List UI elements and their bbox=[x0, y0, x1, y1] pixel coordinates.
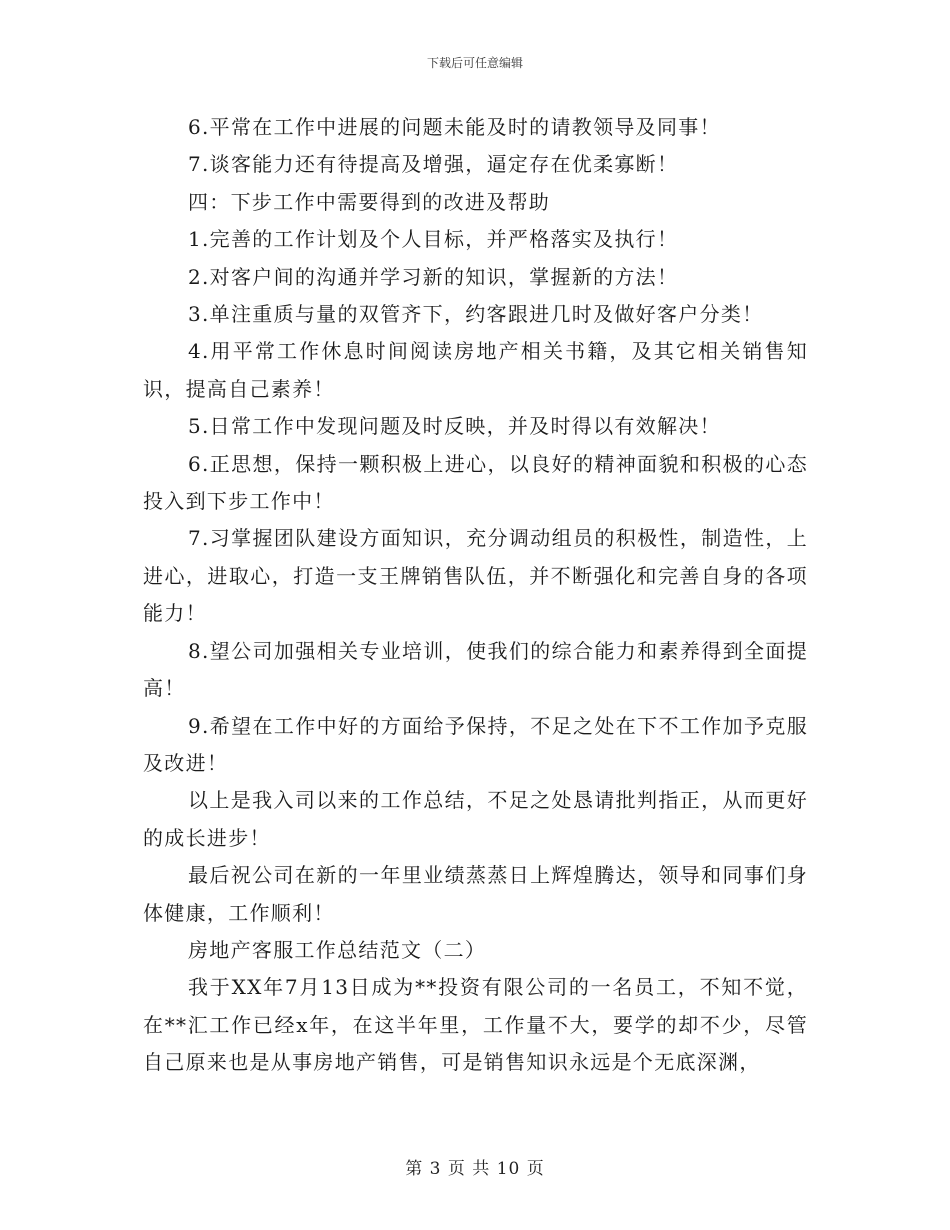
paragraph-7-issue: 7.谈客能力还有待提高及增强，逼定存在优柔寡断！ bbox=[188, 152, 679, 177]
paragraph-closing-wishes: 最后祝公司在新的一年里业绩蒸蒸日上辉煌腾达，领导和同事们身体健康，工作顺利！ bbox=[143, 863, 808, 925]
paragraph-6-issue: 6.平常在工作中进展的问题未能及时的请教领导及同事！ bbox=[188, 115, 721, 139]
paragraph-improvement-6: 6.正思想，保持一颗积极上进心，以良好的精神面貌和积极的心态投入到下步工作中！ bbox=[143, 451, 808, 514]
paragraph-improvement-9: 9.希望在工作中好的方面给予保持，不足之处在下不工作加予克服及改进！ bbox=[143, 713, 808, 775]
page-header: 下载后可任意编辑 bbox=[426, 56, 523, 70]
paragraph-improvement-3: 3.单注重质与量的双管齐下，约客跟进几时及做好客户分类！ bbox=[188, 302, 764, 327]
paragraph-improvement-5: 5.日常工作中发现问题及时反映，并及时得以有效解决！ bbox=[188, 414, 721, 439]
paragraph-improvement-1: 1.完善的工作计划及个人目标，并严格落实及执行！ bbox=[188, 227, 679, 252]
paragraph-improvement-8: 8.望公司加强相关专业培训，使我们的综合能力和素养得到全面提高！ bbox=[143, 638, 808, 701]
section-title-sample-two: 房地产客服工作总结范文（二） bbox=[188, 937, 487, 962]
section-heading-improvements: 四：下步工作中需要得到的改进及帮助 bbox=[188, 189, 551, 214]
page-number-footer: 第 3 页 共 10 页 bbox=[405, 1159, 545, 1179]
paragraph-closing-summary: 以上是我入司以来的工作总结，不足之处恳请批判指正，从而更好的成长进步！ bbox=[143, 788, 808, 850]
document-body bbox=[143, 109, 808, 1082]
paragraph-improvement-2: 2.对客户间的沟通并学习新的知识，掌握新的方法！ bbox=[188, 264, 679, 289]
paragraph-improvement-7: 7.习掌握团队建设方面知识，充分调动组员的积极性，制造性，上进心，进取心，打造一支王牌销售队伍，并不断强化和完善自身的各项能力！ bbox=[143, 526, 808, 626]
paragraph-improvement-4: 4.用平常工作休息时间阅读房地产相关书籍，及其它相关销售知识，提高自己素养！ bbox=[143, 339, 808, 401]
paragraph-sample-two-intro: 我于XX年7月13日成为**投资有限公司的一名员工，不知不觉，在**汇工作已经x年，在这半年里，工作量不大，要学的却不少，尽管自己原来也是从事房地产销售，可是销售知识永远是个无底深渊， bbox=[143, 975, 808, 1075]
